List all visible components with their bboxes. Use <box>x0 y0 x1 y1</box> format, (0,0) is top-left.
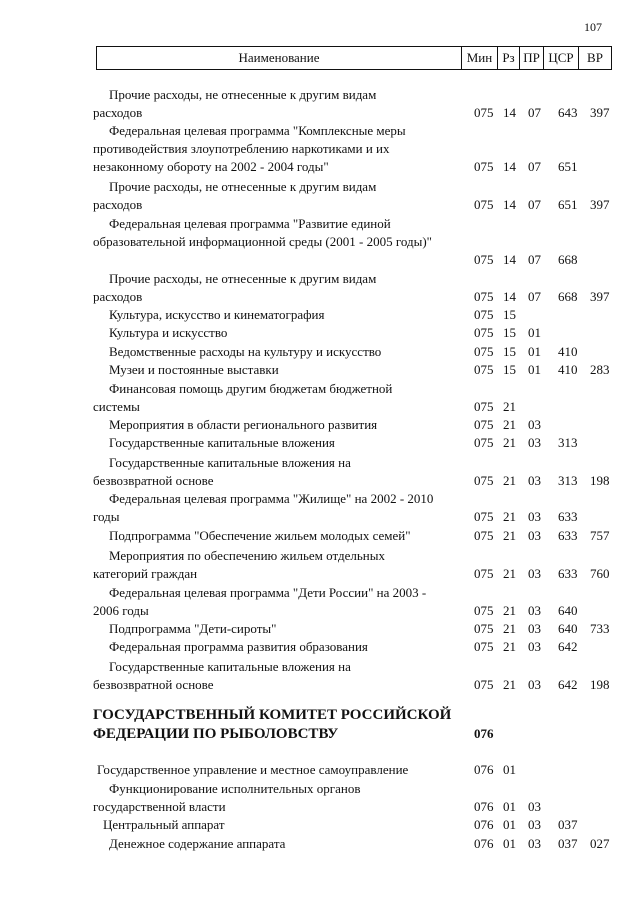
cell-vr: 757 <box>590 528 610 543</box>
row-name: Прочие расходы, не отнесенные к другим видам расходов <box>93 179 377 212</box>
cell-min: 075 <box>474 289 494 304</box>
cell-vr: 198 <box>590 473 610 488</box>
cell-pr: 03 <box>528 417 541 432</box>
cell-csr: 037 <box>558 817 578 832</box>
cell-min: 075 <box>474 344 494 359</box>
cell-min: 076 <box>474 836 494 851</box>
cell-csr: 640 <box>558 621 578 636</box>
table-row <box>0 122 640 176</box>
section-heading: ГОСУДАРСТВЕННЫЙ КОМИТЕТ РОССИЙСКОЙ ФЕДЕРАЦИИ ПО РЫБОЛОВСТВУ <box>93 707 452 742</box>
row-name: Федеральная целевая программа "Развитие единой образовательной информационной среды (2001 - 2005 годы)" <box>93 216 432 249</box>
cell-min: 075 <box>474 621 494 636</box>
table-row <box>0 215 640 269</box>
table-row <box>0 361 640 379</box>
cell-vr: 397 <box>590 105 610 120</box>
cell-pr: 01 <box>528 325 541 340</box>
section-code: 076 <box>474 726 494 741</box>
cell-min: 075 <box>474 528 494 543</box>
row-name: Государственные капитальные вложения <box>109 435 335 450</box>
cell-csr: 633 <box>558 509 578 524</box>
row-name: Функционирование исполнительных органов государственной власти <box>93 781 361 814</box>
table-row <box>0 835 640 853</box>
table-row <box>0 658 640 694</box>
row-name: Подпрограмма "Дети-сироты" <box>109 621 277 636</box>
cell-pr: 03 <box>528 528 541 543</box>
cell-rz: 15 <box>503 362 516 377</box>
table-row <box>0 86 640 122</box>
cell-min: 075 <box>474 197 494 212</box>
cell-pr: 03 <box>528 817 541 832</box>
cell-rz: 15 <box>503 344 516 359</box>
header-rz: Рз <box>497 47 519 69</box>
table-row <box>0 343 640 361</box>
cell-min: 075 <box>474 252 494 267</box>
cell-rz: 14 <box>503 289 516 304</box>
header-pr: ПР <box>519 47 543 69</box>
table-row <box>0 584 640 620</box>
cell-csr: 651 <box>558 159 578 174</box>
cell-vr: 027 <box>590 836 610 851</box>
table-row <box>0 620 640 638</box>
cell-pr: 03 <box>528 677 541 692</box>
cell-pr: 07 <box>528 197 541 212</box>
cell-csr: 037 <box>558 836 578 851</box>
row-name: Мероприятия в области регионального развития <box>109 417 378 432</box>
cell-rz: 21 <box>503 509 516 524</box>
cell-rz: 21 <box>503 417 516 432</box>
cell-min: 075 <box>474 105 494 120</box>
cell-rz: 21 <box>503 566 516 581</box>
table-row <box>0 454 640 490</box>
table-row <box>0 434 640 452</box>
cell-rz: 21 <box>503 677 516 692</box>
cell-pr: 01 <box>528 344 541 359</box>
cell-rz: 21 <box>503 603 516 618</box>
row-name: Прочие расходы, не отнесенные к другим видам расходов <box>93 87 377 120</box>
table-row <box>0 816 640 834</box>
cell-csr: 640 <box>558 603 578 618</box>
cell-min: 075 <box>474 399 494 414</box>
cell-rz: 01 <box>503 817 516 832</box>
page-number: 107 <box>584 20 602 34</box>
cell-min: 075 <box>474 307 494 322</box>
cell-rz: 21 <box>503 621 516 636</box>
cell-min: 075 <box>474 159 494 174</box>
row-name: Музеи и постоянные выставки <box>109 362 279 377</box>
cell-min: 075 <box>474 603 494 618</box>
cell-vr: 397 <box>590 197 610 212</box>
cell-rz: 14 <box>503 252 516 267</box>
cell-csr: 668 <box>558 289 578 304</box>
cell-pr: 03 <box>528 621 541 636</box>
cell-pr: 07 <box>528 252 541 267</box>
cell-pr: 03 <box>528 566 541 581</box>
cell-csr: 642 <box>558 639 578 654</box>
cell-rz: 21 <box>503 399 516 414</box>
cell-min: 076 <box>474 817 494 832</box>
cell-rz: 15 <box>503 325 516 340</box>
cell-min: 075 <box>474 473 494 488</box>
cell-pr: 07 <box>528 105 541 120</box>
cell-pr: 03 <box>528 639 541 654</box>
cell-vr: 397 <box>590 289 610 304</box>
header-min: Мин <box>461 47 497 69</box>
table-row <box>0 761 640 779</box>
row-name: Финансовая помощь другим бюджетам бюджетной системы <box>93 381 393 414</box>
row-name: Федеральная программа развития образования <box>109 639 368 654</box>
table-row <box>0 527 640 545</box>
cell-pr: 03 <box>528 836 541 851</box>
row-name: Денежное содержание аппарата <box>109 836 286 851</box>
row-name: Государственное управление и местное самоуправление <box>97 762 409 777</box>
cell-csr: 642 <box>558 677 578 692</box>
table-row <box>0 178 640 214</box>
cell-rz: 01 <box>503 799 516 814</box>
cell-rz: 21 <box>503 639 516 654</box>
cell-vr: 760 <box>590 566 610 581</box>
cell-rz: 01 <box>503 836 516 851</box>
cell-pr: 07 <box>528 289 541 304</box>
table-row <box>0 306 640 324</box>
cell-min: 075 <box>474 435 494 450</box>
cell-min: 076 <box>474 799 494 814</box>
cell-min: 075 <box>474 639 494 654</box>
cell-rz: 14 <box>503 159 516 174</box>
cell-csr: 313 <box>558 435 578 450</box>
cell-pr: 03 <box>528 509 541 524</box>
cell-csr: 410 <box>558 344 578 359</box>
cell-rz: 01 <box>503 762 516 777</box>
cell-csr: 410 <box>558 362 578 377</box>
cell-rz: 21 <box>503 435 516 450</box>
cell-vr: 733 <box>590 621 610 636</box>
row-name: Мероприятия по обеспечению жильем отдельных категорий граждан <box>93 548 385 581</box>
cell-min: 075 <box>474 566 494 581</box>
row-name: Федеральная целевая программа "Жилище" на 2002 - 2010 годы <box>93 491 434 524</box>
cell-min: 075 <box>474 325 494 340</box>
cell-pr: 07 <box>528 159 541 174</box>
cell-csr: 643 <box>558 105 578 120</box>
cell-csr: 633 <box>558 528 578 543</box>
table-row <box>0 547 640 583</box>
header-csr: ЦСР <box>543 47 578 69</box>
row-name: Культура, искусство и кинематография <box>109 307 325 322</box>
cell-pr: 03 <box>528 603 541 618</box>
cell-rz: 14 <box>503 105 516 120</box>
cell-rz: 21 <box>503 473 516 488</box>
cell-rz: 21 <box>503 528 516 543</box>
table-row <box>0 324 640 342</box>
cell-rz: 15 <box>503 307 516 322</box>
row-name: Государственные капитальные вложения на безвозвратной основе <box>93 455 351 488</box>
header-vr: ВР <box>578 47 612 69</box>
row-name: Культура и искусство <box>109 325 228 340</box>
header-name: Наименование <box>96 47 461 69</box>
row-name: Подпрограмма "Обеспечение жильем молодых семей" <box>109 528 411 543</box>
cell-rz: 14 <box>503 197 516 212</box>
table-row <box>0 638 640 656</box>
table-row <box>0 780 640 816</box>
table-row <box>0 270 640 306</box>
cell-min: 075 <box>474 509 494 524</box>
row-name: Прочие расходы, не отнесенные к другим видам расходов <box>93 271 377 304</box>
table-row <box>0 380 640 416</box>
cell-min: 075 <box>474 677 494 692</box>
cell-csr: 633 <box>558 566 578 581</box>
cell-pr: 03 <box>528 435 541 450</box>
cell-vr: 283 <box>590 362 610 377</box>
row-name: Федеральная целевая программа "Дети России" на 2003 - 2006 годы <box>93 585 427 618</box>
cell-vr: 198 <box>590 677 610 692</box>
row-name: Центральный аппарат <box>103 817 225 832</box>
cell-pr: 03 <box>528 799 541 814</box>
row-name: Федеральная целевая программа "Комплексные меры противодействия злоупотреблению наркотиками и их незаконному обороту на 2002 - 2004 годы" <box>93 123 406 174</box>
cell-min: 075 <box>474 417 494 432</box>
cell-csr: 313 <box>558 473 578 488</box>
table-row <box>0 490 640 526</box>
cell-csr: 651 <box>558 197 578 212</box>
cell-min: 076 <box>474 762 494 777</box>
row-name: Государственные капитальные вложения на безвозвратной основе <box>93 659 351 692</box>
cell-pr: 01 <box>528 362 541 377</box>
table-row <box>0 416 640 434</box>
cell-csr: 668 <box>558 252 578 267</box>
cell-pr: 03 <box>528 473 541 488</box>
cell-min: 075 <box>474 362 494 377</box>
row-name: Ведомственные расходы на культуру и искусство <box>109 344 382 359</box>
